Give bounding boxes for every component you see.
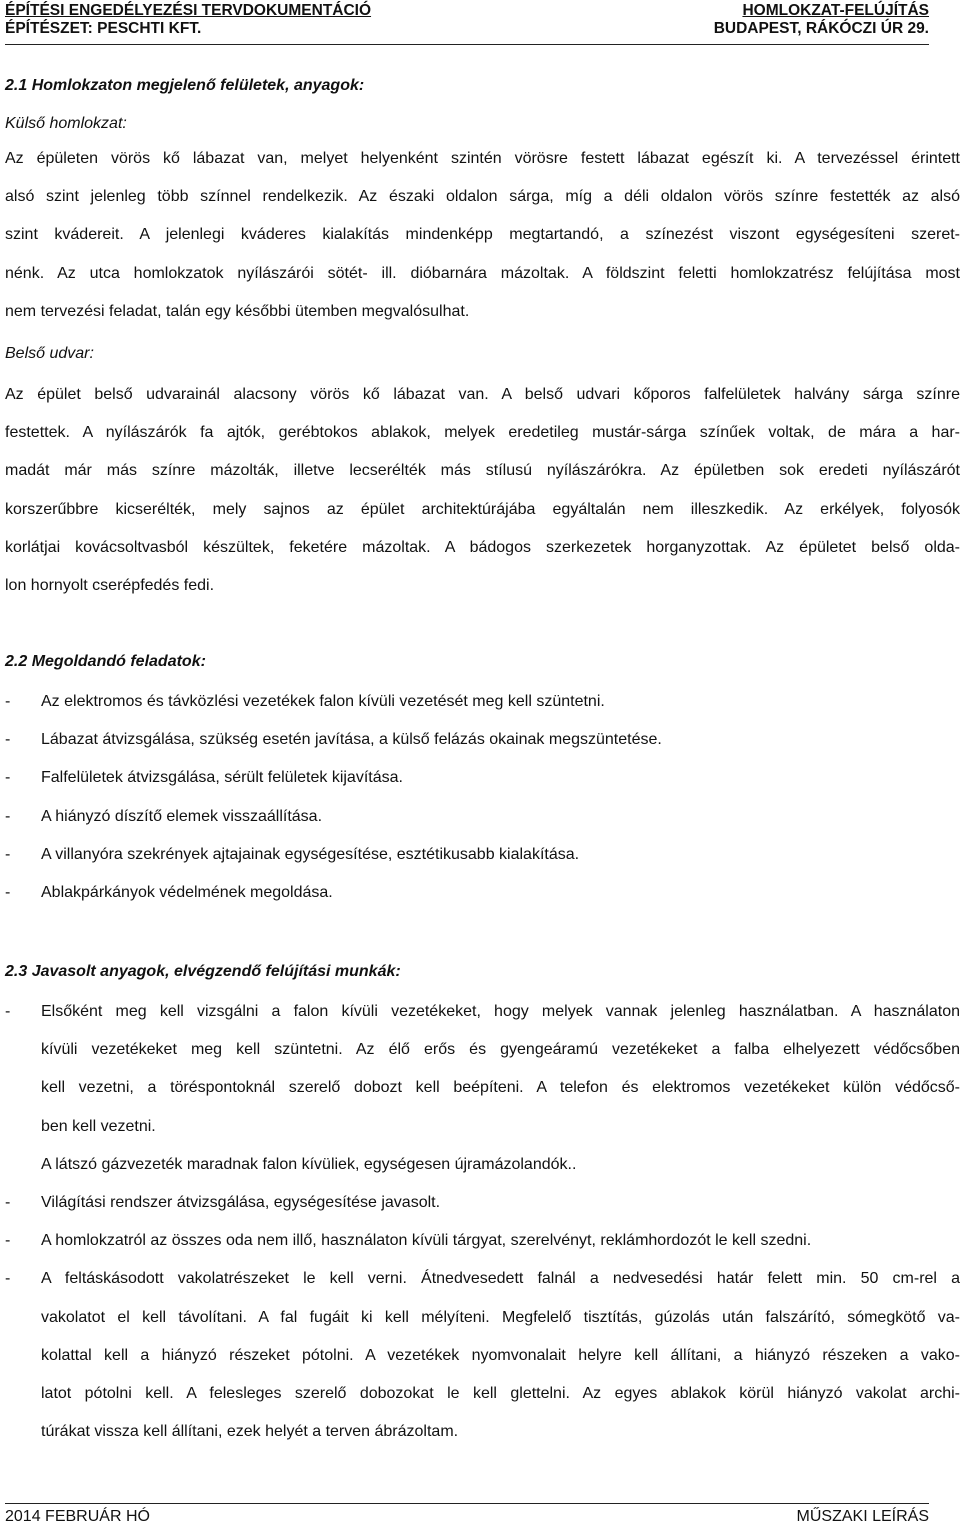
inner-courtyard-subtitle: Belső udvar: xyxy=(5,345,94,362)
list-item: - A homlokzatról az összes oda nem illő, használaton kívüli tárgyat, szerelvényt, reklámhordozót le kell szedni. xyxy=(5,1222,960,1260)
outer-facade-subtitle: Külső homlokzat: xyxy=(5,115,127,132)
paragraph-line: madát már más színre mázolták, illetve lecserélték más stílusú nyílászárókra. Az épületben sok eredeti nyílászárót xyxy=(5,462,960,480)
paragraph-line: latot pótolni kell. A felesleges szerelő dobozokat le kell glettelni. Az egyes ablakok körül hiányzó vakolat archi- xyxy=(41,1385,960,1403)
bullet-dash: - xyxy=(5,1270,11,1288)
bullet-dash: - xyxy=(5,1003,11,1020)
header-document-type: ÉPÍTÉSI ENGEDÉLYEZÉSI TERVDOKUMENTÁCIÓ xyxy=(5,2,372,19)
paragraph-line: túrákat vissza kell állítani, ezek helyét a terven ábrázoltam. xyxy=(41,1423,459,1441)
bullet-dash: - xyxy=(5,884,11,902)
bullet-dash: - xyxy=(5,693,11,710)
bullet-dash: - xyxy=(5,731,11,749)
paragraph-line: alsó szint jelenleg több színnel rendelkezik. Az északi oldalon sárga, míg a déli oldalon vörös színre festették az alsó xyxy=(5,188,960,206)
footer-divider xyxy=(5,1503,929,1504)
list-item: - Falfelületek átvizsgálása, sérült felületek kijavítása. xyxy=(5,759,960,797)
footer-date: 2014 FEBRUÁR HÓ xyxy=(5,1508,150,1525)
paragraph-line: kolattal kell a hiányzó részeket pótolni. A vezetékek nyomvonalait helyre kell állítani, a hiányzó részeken a vako- xyxy=(41,1346,960,1364)
list-item: - A hiányzó díszítő elemek visszaállítása. xyxy=(5,798,960,836)
outer-facade-paragraph xyxy=(5,140,960,331)
paragraph-line: A feltáskásodott vakolatrészeket le kell verni. Átnedvesedett falnál a nedvesedési határ felett min. 50 cm-rel a xyxy=(41,1270,960,1288)
paragraph-line: kívüli vezetékeket meg kell szüntetni. Az élő erős és gyengeáramú vezetékeket a falba elhelyezett védőcsőben xyxy=(41,1041,960,1059)
section-2-1-title: 2.1 Homlokzaton megjelenő felületek, anyagok: xyxy=(5,77,365,94)
footer-document-title: MŰSZAKI LEÍRÁS xyxy=(796,1508,929,1525)
paragraph-line: Az épületen vörös kő lábazat van, melyet helyenként szintén vörösre festett lábazat egészít ki. A tervezéssel érintett xyxy=(5,150,960,167)
paragraph-line: szint kvádereit. A jelenlegi kváderes kialakítás mindenképp megtartandó, a színezést viszont egységesíteni szeret- xyxy=(5,226,960,244)
paragraph-line: nem tervezési feladat, talán egy későbbi ütemben megvalósulhat. xyxy=(5,302,470,320)
bullet-dash: - xyxy=(5,769,11,787)
tasks-list xyxy=(5,683,960,912)
header-architect: ÉPÍTÉSZET: PESCHTI KFT. xyxy=(5,20,202,37)
paragraph-line: korszerűbbre kicserélték, mely sajnos az épület architektúrájába egyáltalán nem illeszkedik. Az erkélyek, folyosók xyxy=(5,500,960,518)
bullet-dash: - xyxy=(5,807,11,825)
paragraph-line: Az épület belső udvarainál alacsony vörös kő lábazat van. A belső udvari kőporos falfelületek halvány sárga színre xyxy=(5,386,960,403)
header-divider xyxy=(5,44,929,45)
section-2-3-title: 2.3 Javasolt anyagok, elvégzendő felújítási munkák: xyxy=(5,963,401,980)
bullet-dash: - xyxy=(5,1194,11,1212)
paragraph-line: korlátjai kovácsoltvasból készültek, feketére mázoltak. A bádogos szerkezetek horganyzottak. Az épületet belső olda- xyxy=(5,538,960,556)
paragraph-line: nénk. Az utca homlokzatok nyílászárói sötét- ill. dióbarnára mázoltak. A földszint feletti homlokzatrész felújítása most xyxy=(5,264,960,282)
page-footer xyxy=(5,1507,929,1527)
works-list xyxy=(5,993,960,1451)
paragraph-line: festettek. A nyílászárók fa ajtók, gerébtokos ablakok, melyek eredetileg mustár-sárga színűek voltak, de mára a har- xyxy=(5,424,960,442)
bullet-dash: - xyxy=(5,845,11,863)
header-row-1 xyxy=(5,2,929,20)
paragraph-line: A látszó gázvezeték maradnak falon kívüliek, egységesen újramázolandók.. xyxy=(41,1155,577,1173)
list-item: - A villanyóra szekrények ajtajainak egységesítése, esztétikusabb kialakítása. xyxy=(5,836,960,874)
paragraph-line: lon hornyolt cserépfedés fedi. xyxy=(5,577,215,595)
list-item xyxy=(5,1260,960,1451)
list-item xyxy=(5,993,960,1184)
list-item: - Lábazat átvizsgálása, szükség esetén javítása, a külső felázás okainak megszüntetése. xyxy=(5,721,960,759)
header-row-2 xyxy=(5,20,929,38)
header-address: BUDAPEST, RÁKÓCZI ÚR 29. xyxy=(713,20,929,37)
paragraph-line: vakolatot el kell távolítani. A fal fugáit ki kell mélyíteni. Megfelelő tisztítás, gúzolás után falszárító, sómegkötő va- xyxy=(41,1308,960,1326)
list-item: - Az elektromos és távközlési vezetékek falon kívüli vezetését meg kell szüntetni. xyxy=(5,683,960,721)
page-header xyxy=(5,2,929,38)
section-2-2-title: 2.2 Megoldandó feladatok: xyxy=(5,653,206,670)
bullet-dash: - xyxy=(5,1232,11,1250)
paragraph-line: Elsőként meg kell vizsgálni a falon kívüli vezetékeket, hogy melyek vannak jelenleg használatban. A használaton xyxy=(41,1003,960,1020)
list-item: - Ablakpárkányok védelmének megoldása. xyxy=(5,874,960,912)
paragraph-line: kell vezetni, a töréspontoknál szerelő dobozt kell beépíteni. A telefon és elektromos vezetékeket külön védőcső- xyxy=(41,1079,960,1097)
paragraph-line: ben kell vezetni. xyxy=(41,1117,156,1135)
list-item: - Világítási rendszer átvizsgálása, egységesítése javasolt. xyxy=(5,1184,960,1222)
header-project-name: HOMLOKZAT-FELÚJÍTÁS xyxy=(742,2,929,19)
inner-courtyard-paragraph xyxy=(5,376,960,605)
